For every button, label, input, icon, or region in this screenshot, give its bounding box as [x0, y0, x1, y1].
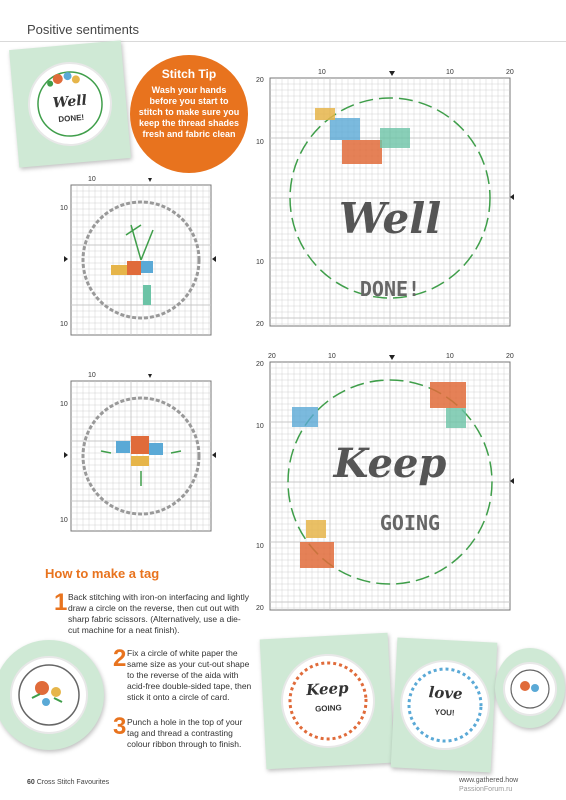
axis-label: 10: [60, 205, 68, 212]
stitch-tip-bubble: [130, 55, 248, 173]
axis-label: 10: [256, 139, 264, 146]
axis-label: 20: [256, 361, 264, 368]
center-marker-top: [148, 374, 152, 378]
axis-label: 20: [256, 321, 264, 328]
center-marker-right: [510, 194, 514, 200]
chart-word-keep: Keep: [333, 440, 447, 487]
photo-tag-left: [0, 640, 104, 750]
footer-watermark: PassionForum.ru: [459, 786, 513, 793]
footer-left: [27, 779, 109, 786]
photo-tag-circle: [24, 58, 115, 149]
axis-label: 10: [256, 259, 264, 266]
photo-tag-circle: [279, 652, 378, 751]
chart-large-well-done: [256, 68, 526, 332]
photo-word-done: DONE!: [58, 112, 85, 125]
axis-label: 20: [256, 605, 264, 612]
photo-word-well: Well: [52, 92, 88, 112]
center-marker-top: [389, 355, 395, 360]
photo-word-keep: Keep: [305, 678, 349, 700]
step-1-number: 1: [54, 589, 68, 616]
axis-label: 20: [506, 69, 514, 76]
step-1-text: Back stitching with iron-on interfacing and lightly draw a circle on the reverse, then cut out with sharp fabric scissors. (Alternatively, use a die-cut machine for a neat finish).: [68, 592, 249, 635]
photo-word-going: GOING: [314, 703, 342, 714]
axis-label: 10: [60, 517, 68, 524]
axis-label: 10: [446, 353, 454, 360]
axis-label: 10: [60, 401, 68, 408]
floral-wreath-illustration: [400, 660, 490, 750]
center-marker-right: [510, 478, 514, 484]
stitch-tip-title: Stitch Tip: [161, 67, 217, 81]
axis-label: 10: [256, 423, 264, 430]
axis-label: 10: [446, 69, 454, 76]
photo-well-done-card: [9, 40, 131, 167]
center-marker-left: [64, 452, 68, 458]
axis-label: 10: [60, 321, 68, 328]
photo-tag-inner: [503, 662, 557, 716]
step-3-text: Punch a hole in the top of your tag and thread a contrasting colour ribbon through to finish.: [127, 717, 243, 749]
axis-label: 20: [268, 353, 276, 360]
photo-keep-going-card: [260, 633, 395, 770]
howto-title: How to make a tag: [45, 566, 160, 581]
center-marker-left: [64, 256, 68, 262]
photo-word-love: love: [428, 683, 464, 703]
chart-large-keep-going: [256, 352, 526, 616]
axis-label: 10: [88, 176, 96, 183]
chart-word-well: Well: [338, 194, 442, 243]
step-2-number: 2: [113, 645, 127, 672]
stitch-tip-text: Wash your hands before you start to stitch to make sure you keep the thread shades fresh and fabric clean: [138, 85, 240, 139]
axis-label: 10: [88, 372, 96, 379]
photo-tag-inner: [10, 656, 88, 734]
photo-tag-circle: [398, 658, 493, 753]
axis-label: 20: [506, 353, 514, 360]
axis-label: 10: [328, 353, 336, 360]
step-3-number: 3: [113, 713, 127, 740]
center-marker-top: [389, 71, 395, 76]
floral-wreath-illustration: [281, 654, 376, 749]
floral-tag-illustration: [12, 658, 86, 732]
chart-small-top: [60, 174, 220, 346]
axis-label: 10: [318, 69, 326, 76]
chart-word-going: GOING: [379, 511, 441, 535]
photo-tag-right: [495, 648, 565, 728]
chart-small-bottom: [60, 370, 220, 542]
section-title: Positive sentiments: [27, 22, 139, 37]
axis-label: 20: [256, 77, 264, 84]
page-number: 60: [27, 779, 35, 786]
center-marker-right: [212, 256, 216, 262]
axis-label: 10: [256, 543, 264, 550]
magazine-name: Cross Stitch Favourites: [36, 779, 110, 786]
chart-word-done: DONE!: [359, 277, 421, 301]
footer-right: [459, 776, 518, 794]
center-marker-right: [212, 452, 216, 458]
divider: [0, 41, 566, 42]
step-2-text: Fix a circle of white paper the same size as your cut-out shape to the reverse of the aida with acid-free double-sided tape, then stick it onto a circle of card.: [127, 648, 252, 702]
footer-url: www.gathered.how: [459, 777, 519, 784]
photo-word-you: YOU!: [434, 707, 455, 718]
photo-love-you-card: [391, 637, 498, 772]
floral-tag-illustration: [505, 664, 555, 714]
center-marker-top: [148, 178, 152, 182]
